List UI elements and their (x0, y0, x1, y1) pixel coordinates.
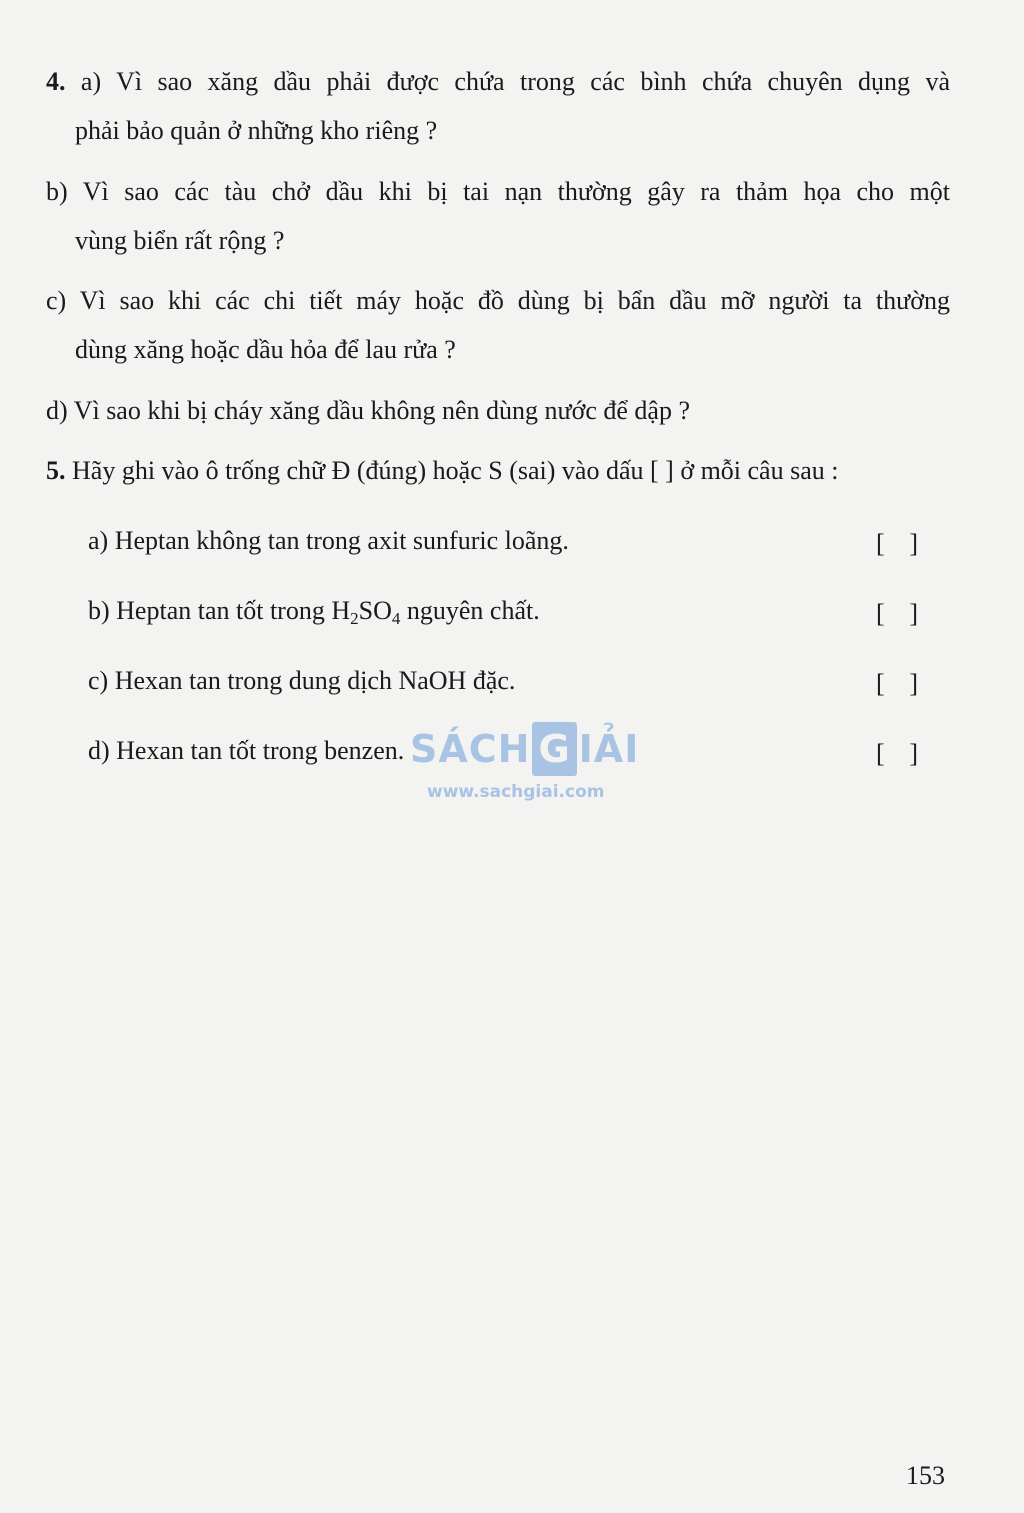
q4-c-line1: c) Vì sao khi các chi tiết máy hoặc đồ dùng bị bẩn dầu mỡ người ta thường (46, 286, 950, 315)
q4-c-line2: dùng xăng hoặc dầu hỏa để lau rửa ? (75, 335, 456, 364)
watermark-url: www.sachgiai.com (427, 782, 605, 802)
q4-number: 4. (46, 67, 66, 96)
q5-item-b-post: nguyên chất. (400, 596, 540, 625)
q4-a-line1 (46, 66, 950, 98)
q5-item-c-answer-bracket[interactable] (876, 668, 918, 700)
q5-prompt: Hãy ghi vào ô trống chữ Đ (đúng) hoặc S (sai) vào dấu [ ] ở mỗi câu sau : (72, 456, 839, 485)
watermark-logo (410, 722, 639, 776)
q5-item-b-answer-bracket[interactable] (876, 598, 918, 630)
watermark-word-right: IẢI (578, 727, 640, 771)
sachgiai-watermark (410, 704, 640, 809)
bracket-open: [ (876, 669, 885, 698)
q4-b-line1: b) Vì sao các tàu chở dầu khi bị tai nạn thường gây ra thảm họa cho một (46, 177, 950, 206)
q5-prompt-line (46, 455, 838, 487)
page-number: 153 (906, 1461, 945, 1490)
q4-b-line2: vùng biển rất rộng ? (75, 226, 285, 255)
bracket-close: ] (909, 529, 918, 558)
q5-number: 5. (46, 456, 66, 485)
bracket-close: ] (909, 669, 918, 698)
watermark-word-box: G (532, 722, 576, 776)
q5-item-b (88, 595, 540, 627)
q5-item-d-answer-bracket[interactable] (876, 738, 918, 770)
q5-item-a: a) Heptan không tan trong axit sunfuric loãng. (88, 526, 569, 555)
q5-item-b-sub2: 4 (391, 609, 401, 628)
q5-item-b-pre: b) Heptan tan tốt trong H (88, 596, 351, 625)
q5-item-d: d) Hexan tan tốt trong benzen. (88, 736, 405, 765)
q5-item-b-mid: SO (358, 596, 392, 625)
q5-item-a-answer-bracket[interactable] (876, 528, 918, 560)
q4-a-line2: phải bảo quản ở những kho riêng ? (75, 116, 438, 145)
bracket-close: ] (909, 599, 918, 628)
bracket-close: ] (909, 739, 918, 768)
bracket-open: [ (876, 739, 885, 768)
q5-item-c: c) Hexan tan trong dung dịch NaOH đặc. (88, 666, 516, 695)
q4-d-line1: d) Vì sao khi bị cháy xăng dầu không nên dùng nước để dập ? (46, 396, 690, 425)
bracket-open: [ (876, 529, 885, 558)
watermark-word-left: SÁCH (410, 727, 531, 771)
q4-a-text: a) Vì sao xăng dầu phải được chứa trong các bình chứa chuyên dụng và (80, 67, 950, 96)
bracket-open: [ (876, 599, 885, 628)
q5-item-b-sub1: 2 (350, 609, 359, 628)
